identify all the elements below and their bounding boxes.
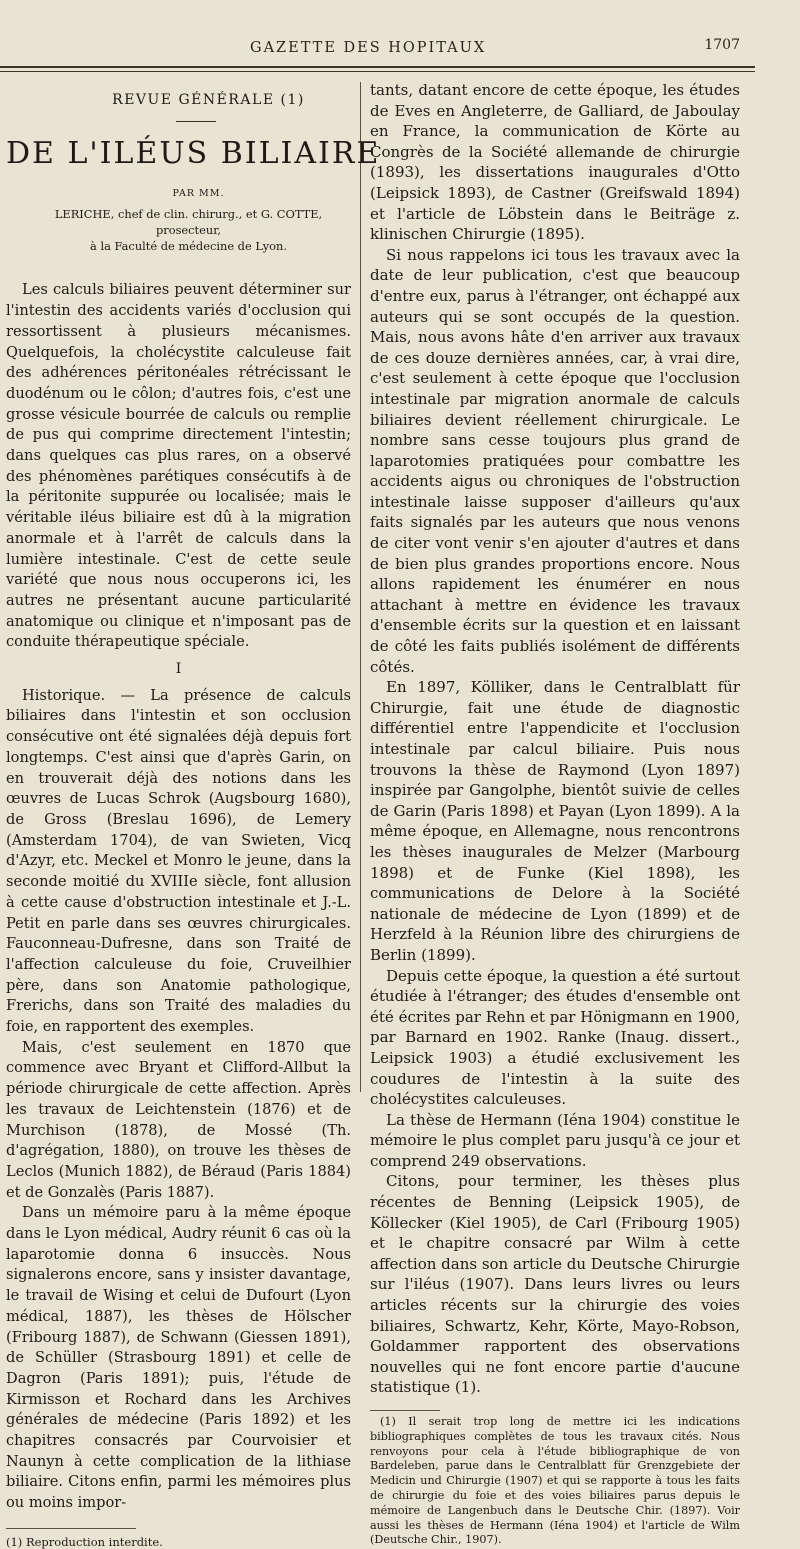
paragraph-continued: tants, datant encore de cette époque, les études de Eves en Angleterre, de Galliard, de Jaboulay en France, la communication de Körte au Congrès de la Société allemande de chirurgie (1893), les dissertations inaugurales d'Otto (Leipsick 1893), de Castner (Greifswald 1894) et l'article de Löbstein dans le Beiträge z. klinischen Chirurgie (1895). [370,81,740,244]
paragraph-citons: Citons, pour terminer, les thèses plus récentes de Benning (Leipsick 1905), de Köllecker (Kiel 1905), de Carl (Fribourg 1905) et le chapitre consacré par Wilm à cette affection dans son article du Deutsche Chirurgie sur l'iléus (1907). Dans leurs livres ou leurs articles récents sur la chirurgie des voies biliaires, Schwartz, Kehr, Körte, Mayo-Robson, Goldammer rapportent des observations nouvelles qui ne font encore partie d'aucune statistique (1). [370,1172,741,1397]
footnote-rule [370,1410,440,1411]
right-footnote [370,1415,740,1548]
footnote-text: (1) Il serait trop long de mettre ici les indications bibliographiques complètes de tous les travaux cités. Nous renvoyons pour cela à l'étude bibliographique de von Bardeleben, parue dans le Centralblatt für Grenzgebiete der Medicin und Chirurgie (1907) et qui se rapporte à tous les faits de chirurgie du foie et des voies biliaires parus depuis le mémoire de Langenbuch dans le Deutsche Chir. (1897). Voir aussi les thèses de Hermann (Iéna 1904) et l'article de Wilm (Deutsche Chir., 1907). [370,1415,740,1547]
footnote-rule [6,1528,136,1529]
column-divider [360,82,361,1092]
left-footnote: (1) Reproduction interdite. [6,1534,163,1549]
paragraph-rappel: Si nous rappelons ici tous les travaux avec la date de leur publication, c'est que beaucoup d'entre eux, parus à l'étranger, ont échappé aux auteurs qui se sont occupés de la question. Mais, nous avons hâte d'en arriver aux travaux de ces douze dernières années, car, à vrai dire, c'est seulement à cette époque que l'occlusion intestinale par migration anormale de calculs biliaires devient réellement chirurgicale. Le nombre sans cesse toujours plus grand de laparotomies pratiquées pour combattre les accidents aigus ou chroniques de l'obstruction intestinale laisse supposer d'ailleurs qu'aux faits signalés par les auteurs que nous venons de citer vont venir s'en ajouter d'autres et dans de bien plus grandes proportions encore. Nous allons rapidement les énumérer en nous attachant à mettre en évidence les travaux d'ensemble écrits sur la question et en laissant de côté les faits publiés isolément de différents côtés. [370,245,740,676]
page-number: 1707 [704,37,740,53]
paragraph-1870: Mais, c'est seulement en 1870 que commence avec Bryant et Clifford-Allbut la période chirurgicale de cette affection. Après les travaux de Leichtenstein (1876) et de Murchison (1878), de Mossé (Th. d'agrégation, 1880), on trouve les thèses de Leclos (Munich 1882), de Béraud (Paris 1884) et de Gonzalès (Paris 1887). [6,1038,351,1201]
intro-paragraph: Les calculs biliaires peuvent déterminer sur l'intestin des accidents variés d'occlusion qui ressortissent à plusieurs mécanismes. Quelquefois, la cholécystite calculeuse fait des adhérences péritonéales rétrécissant le duodénum ou le côlon; d'autres fois, c'est une grosse vésicule bourrée de calculs ou remplie de pus qui comprime directement l'intestin; dans quelques cas plus rares, on a observé des phénomènes parétiques consécutifs à de la péritonite suppurée ou localisée; mais le véritable iléus biliaire est dû à la migration anormale et à l'arrêt de calculs dans la lumière intestinale. C'est de cette seule variété que nous nous occuperons ici, les autres ne présentant aucune particularité anatomique ou clinique et n'imposant pas de conduite thérapeutique spéciale. [6,281,351,651]
affiliation-line: à la Faculté de médecine de Lyon. [90,239,287,254]
paragraph-depuis: Depuis cette époque, la question a été surtout étudiée à l'étranger; des études d'ensemble ont été écrites par Rehn et par Hönigmann en 1900, par Barnard en 1902. Ranke (Inaug. dissert., Leipsick 1903) a étudié exclusivement les coudures de l'intestin à la suite des cholécystites calculeuses. [370,966,740,1109]
paragraph-audry: Dans un mémoire paru à la même époque dans le Lyon médical, Audry réunit 6 cas où la laparotomie donna 6 insuccès. Nous signalerons encore, sans y insister davantage, le travail de Wising et celui de Dufourt (Lyon médical, 1887), les thèses de Hölscher (Fribourg 1887), de Schwann (Giessen 1891), de Schüller (Strasbourg 1891) et celle de Dagron (Paris 1891); puis, l'étude de Kirmisson et Rochard dans les Archives générales de médecine (Paris 1892) et les chapitres consacrés par Courvoisier et Naunyn à cette complication de la lithiase biliaire. Citons enfin, parmi les mémoires plus ou moins impor- [6,1204,351,1512]
running-title: GAZETTE DES HOPITAUX [250,40,487,56]
authors [26,206,351,254]
section-heading: REVUE GÉNÉRALE (1) [112,92,305,108]
title-separator [176,121,216,122]
right-column [370,80,740,1548]
byline-label: PAR MM. [172,187,225,199]
article-title: DE L'ILÉUS BILIAIRE [6,135,381,171]
left-column [6,80,381,1549]
header-rule-thin [0,71,755,72]
historique-text: — La présence de calculs biliaires dans l'intestin et son occlusion consécutive ont été signalées déjà depuis fort longtemps. C'est ainsi que d'après Garin, on en trouverait déjà des notions dans les œuvres de Lucas Schrok (Augsbourg 1680), de Gross (Breslau 1696), de Lemery (Amsterdam 1704), de van Swieten, Vicq d'Azyr, etc. Meckel et Monro le jeune, dans la seconde moitié du XVIIIe siècle, font allusion à cette cause d'obstruction intestinale et J.-L. Petit en parle dans ses œuvres chirurgicales. Fauconneau-Dufresne, dans son Traité de l'affection calculeuse du foie, Cruveilhier père, dans son Anatomie pathologique, Frerichs, dans son Traité des maladies du foie, en rapportent des exemples. [6,686,351,1036]
historique-paragraph [6,686,351,1038]
historique-heading: Historique. [22,686,106,704]
header-rule [0,66,755,68]
paragraph-1897: En 1897, Kölliker, dans le Centralblatt für Chirurgie, fait une étude de diagnostic différentiel entre l'appendicite et l'occlusion intestinale par calcul biliaire. Puis nous trouvons la thèse de Raymond (Lyon 1897) inspirée par Gangolphe, bientôt suivie de celles de Garin (Paris 1898) et Payan (Lyon 1899). A la même époque, en Allemagne, nous rencontrons les thèses inaugurales de Melzer (Marbourg 1898) et de Funke (Kiel 1898), les communications de Delore à la Société nationale de médecine de Lyon (1899) et de Herzfeld à la Réunion libre des chirurgiens de Berlin (1899). [370,678,740,964]
section-number: I [175,661,182,678]
paragraph-hermann: La thèse de Hermann (Iéna 1904) constitue le mémoire le plus complet paru jusqu'à ce jour et comprend 249 observations. [370,1110,740,1170]
authors-line: LERICHE, chef de clin. chirurg., et G. COTTE, prosecteur, [54,207,323,238]
